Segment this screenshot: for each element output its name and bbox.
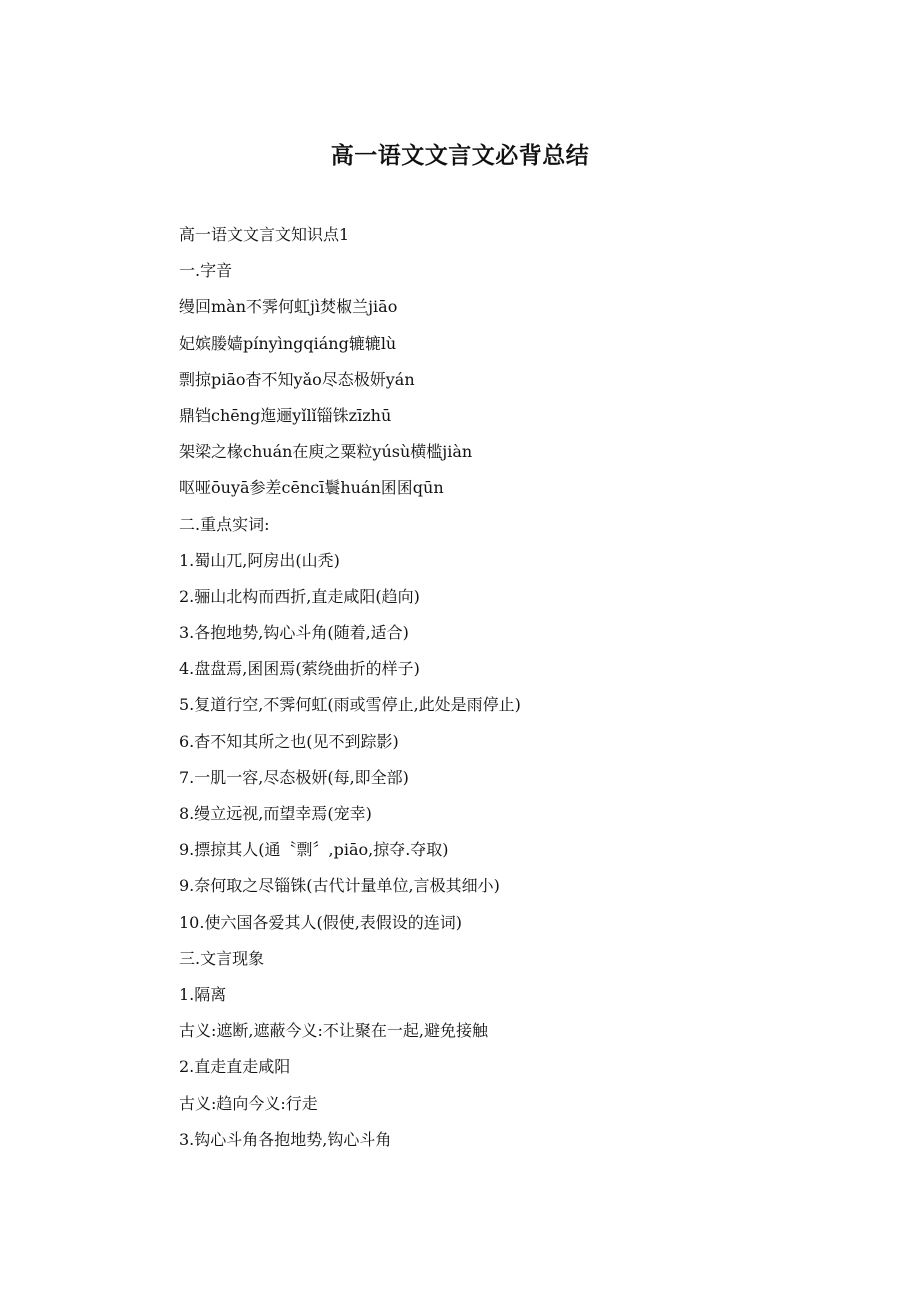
text-line: 5.复道行空,不霁何虹(雨或雪停止,此处是雨停止) (179, 695, 521, 715)
text-line: 7.一肌一容,尽态极妍(每,即全部) (179, 767, 409, 787)
text-line: 鼎铛chēng迤逦yǐlǐ锱铢zīzhū (179, 405, 392, 425)
text-line: 10.使六国各爱其人(假使,表假设的连词) (179, 912, 463, 932)
text-line: 8.缦立远视,而望幸焉(宠幸) (179, 804, 372, 823)
text-line: 2.直走直走咸阳 (179, 1057, 291, 1077)
text-line: 缦回màn不霁何虹jì焚椒兰jiāo (179, 297, 398, 317)
text-line: 妃嫔媵嫱pínyìngqiáng辘辘lù (179, 333, 397, 353)
text-line: 4.盘盘焉,囷囷焉(萦绕曲折的样子) (179, 659, 420, 679)
text-line: 一.字音 (179, 261, 233, 281)
text-line: 古义:遮断,遮蔽今义:不让聚在一起,避免接触 (179, 1021, 488, 1041)
text-line: 3.各抱地势,钩心斗角(随着,适合) (179, 623, 409, 643)
text-line: 高一语文文言文知识点1 (179, 225, 350, 244)
text-line: 9.摽掠其人(通〝剽〞,piāo,掠夺.夺取) (179, 840, 449, 860)
text-line: 9.奈何取之尽锱铢(古代计量单位,言极其细小) (179, 876, 500, 896)
text-line: 呕哑ōuyā参差cēncī鬟huán囷囷qūn (179, 478, 444, 498)
text-line: 6.杳不知其所之也(见不到踪影) (179, 731, 399, 751)
text-line: 3.钩心斗角各抱地势,钩心斗角 (179, 1129, 392, 1149)
text-line: 架梁之椽chuán在庾之粟粒yúsù横槛jiàn (179, 442, 473, 462)
text-line: 古义:趋向今义:行走 (179, 1093, 318, 1113)
text-line: 1.蜀山兀,阿房出(山秃) (179, 550, 340, 570)
text-line: 二.重点实词: (179, 514, 270, 534)
text-line: 三.文言现象 (179, 948, 265, 968)
text-line: 1.隔离 (179, 984, 227, 1004)
text-line: 2.骊山北构而西折,直走咸阳(趋向) (179, 586, 420, 606)
text-line: 剽掠piāo杳不知yǎo尽态极妍yán (179, 369, 415, 389)
document-title: 高一语文文言文必背总结 (330, 142, 590, 169)
document-body (179, 220, 879, 1161)
